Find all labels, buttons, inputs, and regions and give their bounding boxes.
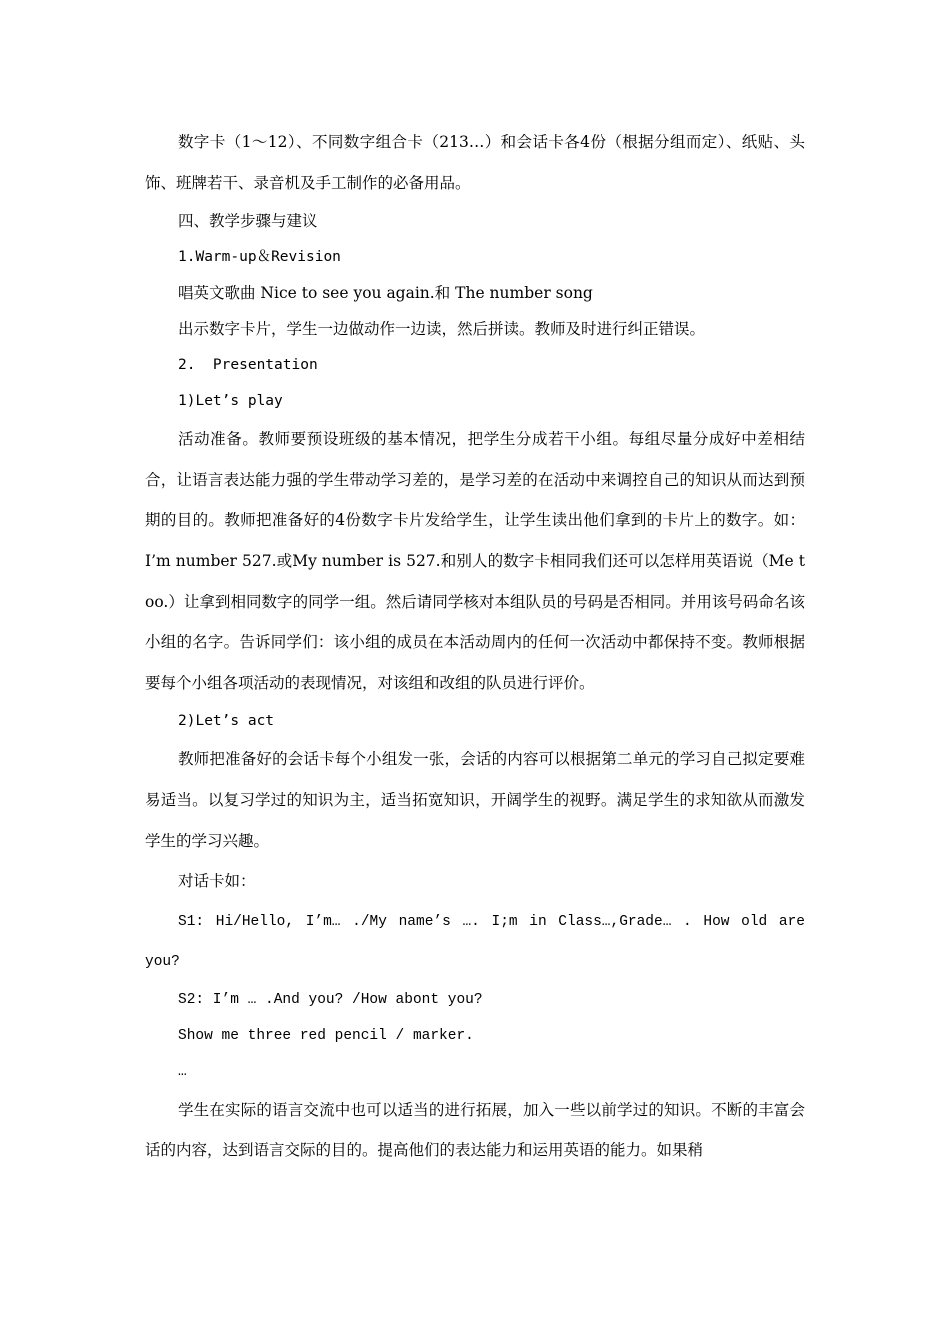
- step-1-heading: 1.Warm-up＆Revision: [178, 249, 341, 266]
- s2-dialog-line: S2: I’m … .And you? /How abont you?: [178, 991, 483, 1008]
- show-cards-paragraph: 出示数字卡片，学生一边做动作一边读，然后拼读。教师及时进行纠正错误。: [178, 320, 706, 339]
- section-4-heading: 四、教学步骤与建议: [178, 212, 318, 231]
- s1-dialog-line: S1: Hi/Hello, I’m… ./My name’s …. I;m in Class…,Grade… . How old are you?: [145, 913, 805, 970]
- expansion-paragraph: 学生在实际的语言交流中也可以适当的进行拓展，加入一些以前学过的知识。不断的丰富会话的内容，达到语言交际的目的。提高他们的表达能力和运用英语的能力。如果稍: [145, 1100, 805, 1160]
- step-2-heading: 2. Presentation: [178, 357, 318, 374]
- sing-songs-paragraph: 唱英文歌曲 Nice to see you again.和 The number song: [178, 284, 593, 303]
- dialog-card-example-label: 对话卡如：: [178, 872, 256, 891]
- activity-prep-paragraph: 活动准备。教师要预设班级的基本情况，把学生分成若干小组。每组尽量分成好中差相结合，让语言表达能力强的学生带动学习差的，是学习差的在活动中来调控自己的知识从而达到预期的目的。教师把准备好的4份数字卡片发给学生，让学生读出他们拿到的卡片上的数字。如：I’m number 527.或My number is 527.和别人的数字卡相同我们还可以怎样用英语说（Me too.）让拿到相同数字的同学一组。然后请同学核对本组队员的号码是否相同。并用该号码命名该小组的名字。告诉同学们：该小组的成员在本活动周内的任何一次活动中都保持不变。教师根据要每个小组各项活动的表现情况，对该组和改组的队员进行评价。: [145, 430, 805, 692]
- lets-play-heading: 1)Let’s play: [178, 393, 283, 410]
- show-me-dialog-line: Show me three red pencil / marker.: [178, 1027, 474, 1044]
- document-page: [145, 122, 805, 1171]
- lets-act-heading: 2)Let’s act: [178, 713, 275, 730]
- dialog-cards-paragraph: 教师把准备好的会话卡每个小组发一张，会话的内容可以根据第二单元的学习自己拟定要难易适当。以复习学过的知识为主，适当拓宽知识，开阔学生的视野。满足学生的求知欲从而激发学生的学习兴趣。: [145, 750, 805, 850]
- ellipsis-line: …: [178, 1063, 187, 1080]
- materials-paragraph: 数字卡（1～12）、不同数字组合卡（213…）和会话卡各4份（根据分组而定）、纸贴、头饰、班牌若干、录音机及手工制作的必备用品。: [145, 133, 805, 192]
